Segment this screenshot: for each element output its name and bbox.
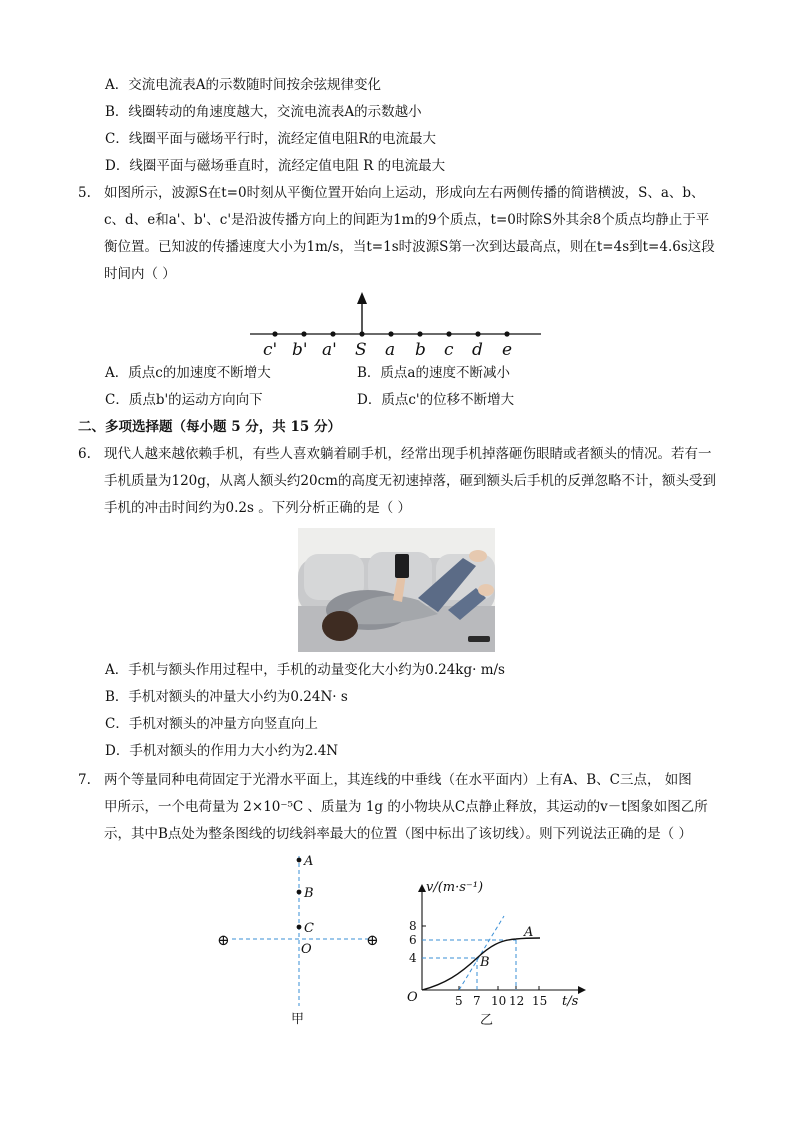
q7-yi-x-axis-label: t/s [562, 994, 579, 1009]
q5-point-c-prime [272, 331, 277, 336]
q5-label-a-prime: a' [322, 340, 337, 360]
q7-stem-line-1: 两个等量同种电荷固定于光滑水平面上，其连线的中垂线（在水平面内）上有A、B、C三点， 如图 [104, 772, 692, 788]
q7-yi-ytick-label-6: 6 [409, 933, 417, 947]
q7-jia-label-b: B [304, 886, 314, 901]
q7-yi-ytick-label-8: 8 [409, 919, 417, 933]
q5-option-c: C．质点b'的运动方向向下 [105, 392, 263, 408]
q7-yi-y-axis-arrow [418, 884, 426, 892]
q5-option-b: B．质点a的速度不断减小 [357, 365, 510, 381]
q5-source-arrow-head [357, 292, 367, 304]
q5-stem-line-4: 时间内（ ） [104, 266, 176, 282]
q6-option-c: C．手机对额头的冲量方向竖直向上 [105, 716, 318, 732]
q5-label-b: b [415, 340, 426, 360]
q7-yi-xtick-label-5: 5 [455, 994, 463, 1008]
q6-option-a: A．手机与额头作用过程中，手机的动量变化大小约为0.24kg· m/s [105, 662, 505, 678]
q7-yi-xtick-label-10: 10 [491, 994, 507, 1008]
q7-yi-ytick-label-4: 4 [409, 951, 417, 965]
q7-jia-point-b [297, 890, 302, 895]
q5-option-d: D．质点c'的位移不断增大 [357, 392, 515, 408]
q5-label-e: e [502, 340, 513, 360]
q5-wave-figure [245, 288, 545, 360]
q6-stem-line-3: 手机的冲击时间约为0.2s 。下列分析正确的是（ ） [104, 500, 411, 516]
q5-point-b [417, 331, 422, 336]
q5-number: 5. [78, 185, 91, 201]
q4-option-a: A．交流电流表A的示数随时间按余弦规律变化 [105, 77, 381, 93]
q5-point-s [359, 331, 364, 336]
q6-option-b: B．手机对额头的冲量大小约为0.24N· s [105, 689, 348, 705]
q7-yi-y-axis-label: v/(m·s⁻¹) [426, 880, 484, 895]
q7-yi-x-axis-arrow [578, 986, 586, 994]
q7-jia-caption: 甲 [291, 1012, 305, 1027]
q7-stem-line-3: 示，其中B点处为整条图线的切线斜率最大的位置（图中标出了该切线）。则下列说法正确的是（ ） [104, 826, 692, 842]
q7-yi-point-a-label: A [524, 925, 534, 940]
q5-stem-line-2: c、d、e和a'、b'、c'是沿波传播方向上的间距为1m的9个质点，t=0时除S外其余8个质点均静止于平 [104, 212, 710, 228]
q7-jia-label-o: O [301, 942, 312, 957]
q5-point-c [446, 331, 451, 336]
q6-stem-line-1: 现代人越来越依赖手机，有些人喜欢躺着刷手机，经常出现手机掉落砸伤眼睛或者额头的情况。若有一 [104, 446, 712, 462]
q7-jia-label-a: A [304, 854, 314, 869]
q7-stem-line-2: 甲所示，一个电荷量为 2×10⁻⁵C 、质量为 1g 的小物块从C点静止释放，其运动的v－t图象如图乙所 [104, 799, 708, 815]
q7-jia-point-c [297, 925, 302, 930]
q7-jia-charge-left: ⊕ [217, 931, 230, 949]
q4-option-c: C．线圈平面与磁场平行时，流经定值电阻R的电流最大 [105, 131, 436, 147]
section-title-multiple-choice: 二、多项选择题（每小题 5 分，共 15 分） [78, 419, 341, 435]
q7-yi-caption: 乙 [480, 1013, 494, 1028]
q7-figure-yi [400, 876, 595, 1028]
q5-label-d: d [472, 340, 483, 360]
q5-label-c-prime: c' [263, 340, 278, 360]
q5-stem-line-1: 如图所示，波源S在t=0时刻从平衡位置开始向上运动，形成向左右两侧传播的简谐横波，S、a、b、 [104, 185, 705, 201]
q7-figure-jia [210, 848, 390, 1028]
q7-yi-point-b-label: B [480, 955, 490, 970]
q5-stem-line-3: 衡位置。已知波的传播速度大小为1m/s，当t=1s时波源S第一次到达最高点，则在t=4s到t=4.6s这段 [104, 239, 715, 255]
q6-number: 6. [78, 446, 91, 462]
q7-jia-charge-right: ⊕ [366, 931, 379, 949]
q6-photo-person-lying-with-phone [298, 528, 495, 652]
q7-jia-point-a [297, 858, 302, 863]
q5-point-e [504, 331, 509, 336]
q6-photo-illustration [298, 528, 495, 652]
q7-yi-xtick-label-15: 15 [532, 994, 548, 1008]
q7-number: 7. [78, 772, 91, 788]
q5-point-b-prime [301, 331, 306, 336]
q6-stem-line-2: 手机质量为120g，从离人额头约20cm的高度无初速掉落，砸到额头后手机的反弹忽略不计，额头受到 [104, 473, 716, 489]
q4-option-b: B．线圈转动的角速度越大，交流电流表A的示数越小 [105, 104, 422, 120]
q5-label-b-prime: b' [292, 340, 308, 360]
q5-label-c: c [444, 340, 454, 360]
q7-yi-xtick-label-12: 12 [509, 994, 525, 1008]
q5-label-a: a [385, 340, 396, 360]
q4-option-d: D．线圈平面与磁场垂直时，流经定值电阻 R 的电流最大 [105, 158, 446, 174]
q7-yi-tangent-line [459, 916, 504, 990]
q5-point-a [388, 331, 393, 336]
q7-jia-label-c: C [304, 921, 314, 936]
q6-option-d: D．手机对额头的作用力大小约为2.4N [105, 743, 339, 759]
q5-point-a-prime [330, 331, 335, 336]
q7-yi-origin-label: O [407, 990, 418, 1005]
q5-option-a: A．质点c的加速度不断增大 [105, 365, 271, 381]
q5-label-s: S [355, 340, 367, 360]
q5-point-d [475, 331, 480, 336]
q7-yi-xtick-label-7: 7 [473, 994, 481, 1008]
